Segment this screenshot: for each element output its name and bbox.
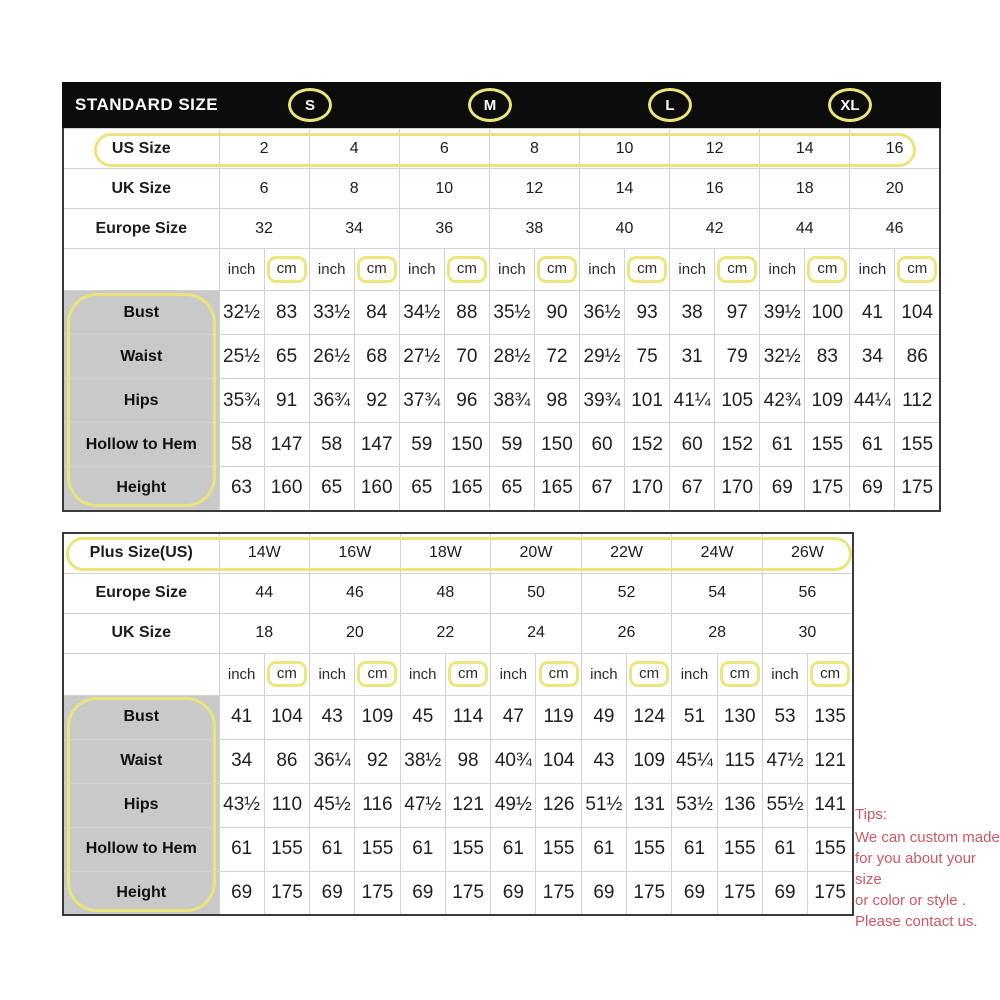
size-value-cell: 40 (580, 209, 670, 249)
size-value-cell: 34 (309, 209, 399, 249)
size-value-cell: 50 (491, 573, 582, 613)
size-value-cell: 18 (219, 613, 310, 653)
measure-value-cell: 26½ (309, 335, 354, 379)
row-label: Waist (63, 335, 219, 379)
measure-value-cell: 98 (534, 379, 579, 423)
size-value-cell: 6 (219, 169, 309, 209)
measure-value-cell: 98 (445, 739, 490, 783)
measure-value-cell: 65 (264, 335, 309, 379)
unit-cm-cell (805, 249, 850, 291)
measure-value-cell: 91 (264, 379, 309, 423)
measure-value-cell: 147 (354, 423, 399, 467)
measure-value-cell: 84 (354, 291, 399, 335)
unit-inch-cell: inch (399, 249, 444, 291)
measure-value-cell: 51 (672, 695, 717, 739)
measure-row (63, 739, 853, 783)
measure-value-cell: 175 (805, 467, 850, 511)
measure-value-cell: 60 (580, 423, 625, 467)
measure-value-cell: 47 (491, 695, 536, 739)
standard-size-table (62, 82, 941, 512)
measure-value-cell: 150 (534, 423, 579, 467)
unit-cm-cell (715, 249, 760, 291)
measure-value-cell: 115 (717, 739, 762, 783)
row-label: Europe Size (63, 209, 219, 249)
size-value-cell: 4 (309, 129, 399, 169)
measure-value-cell: 41 (850, 291, 895, 335)
unit-inch-cell: inch (309, 249, 354, 291)
measure-value-cell: 152 (625, 423, 670, 467)
measure-value-cell: 65 (309, 467, 354, 511)
measure-value-cell: 88 (444, 291, 489, 335)
cm-highlight-box: cm (267, 256, 307, 283)
size-value-cell: 8 (309, 169, 399, 209)
unit-cm-cell (625, 249, 670, 291)
unit-inch-cell: inch (219, 653, 264, 695)
measure-value-cell: 155 (445, 827, 490, 871)
measure-value-cell: 68 (354, 335, 399, 379)
measure-value-cell: 51½ (581, 783, 626, 827)
measure-value-cell: 175 (264, 871, 309, 915)
measure-value-cell: 175 (895, 467, 940, 511)
measure-value-cell: 114 (445, 695, 490, 739)
custom-made-tips (855, 804, 1000, 932)
measure-value-cell: 100 (805, 291, 850, 335)
unit-inch-cell: inch (489, 249, 534, 291)
measure-value-cell: 33½ (309, 291, 354, 335)
size-value-cell: 28 (672, 613, 763, 653)
measure-value-cell: 43 (310, 695, 355, 739)
measure-value-cell: 86 (264, 739, 309, 783)
measure-value-cell: 165 (444, 467, 489, 511)
size-value-cell: 30 (762, 613, 853, 653)
unit-inch-cell: inch (760, 249, 805, 291)
size-value-cell: 26 (581, 613, 672, 653)
measure-value-cell: 35½ (489, 291, 534, 335)
measure-value-cell: 37¾ (399, 379, 444, 423)
size-value-cell: 6 (399, 129, 489, 169)
size-letter-s-circled: S (288, 88, 332, 122)
size-letter-xl-circled: XL (828, 88, 872, 122)
measure-value-cell: 170 (625, 467, 670, 511)
measure-value-cell: 150 (444, 423, 489, 467)
cm-highlight-box: cm (448, 661, 488, 688)
size-value-cell: 46 (310, 573, 401, 613)
measure-value-cell: 45 (400, 695, 445, 739)
row-label: Waist (63, 739, 219, 783)
measure-value-cell: 170 (715, 467, 760, 511)
plus-size-table (62, 532, 854, 916)
measure-value-cell: 40¾ (491, 739, 536, 783)
measure-value-cell: 34½ (399, 291, 444, 335)
measure-value-cell: 109 (627, 739, 672, 783)
size-row (63, 573, 853, 613)
row-label: US Size (63, 129, 219, 169)
size-value-cell: 16 (850, 129, 940, 169)
measure-value-cell: 175 (536, 871, 581, 915)
measure-value-cell: 160 (264, 467, 309, 511)
size-value-cell: 14 (580, 169, 670, 209)
measure-value-cell: 70 (444, 335, 489, 379)
measure-value-cell: 53 (762, 695, 807, 739)
row-label: Bust (63, 695, 219, 739)
size-row (63, 613, 853, 653)
unit-inch-cell: inch (400, 653, 445, 695)
size-value-cell: 8 (489, 129, 579, 169)
measure-value-cell: 67 (580, 467, 625, 511)
measure-value-cell: 65 (489, 467, 534, 511)
unit-cm-cell (354, 249, 399, 291)
measure-value-cell: 69 (672, 871, 717, 915)
measure-value-cell: 39½ (760, 291, 805, 335)
measure-value-cell: 109 (805, 379, 850, 423)
measure-value-cell: 36¼ (310, 739, 355, 783)
measure-value-cell: 104 (895, 291, 940, 335)
size-value-cell: 24W (672, 533, 763, 573)
measure-value-cell: 65 (399, 467, 444, 511)
measure-row (63, 783, 853, 827)
measure-value-cell: 61 (219, 827, 264, 871)
standard-size-grid (62, 128, 941, 512)
measure-value-cell: 43½ (219, 783, 264, 827)
unit-row (63, 653, 853, 695)
measure-value-cell: 121 (445, 783, 490, 827)
measure-value-cell: 45¼ (672, 739, 717, 783)
size-value-cell: 56 (762, 573, 853, 613)
measure-row (63, 827, 853, 871)
size-value-cell: 18 (760, 169, 850, 209)
measure-value-cell: 155 (264, 827, 309, 871)
measure-value-cell: 136 (717, 783, 762, 827)
cm-highlight-box: cm (810, 661, 850, 688)
measure-value-cell: 61 (400, 827, 445, 871)
unit-cm-cell (536, 653, 581, 695)
size-value-cell: 18W (400, 533, 491, 573)
size-value-cell: 22 (400, 613, 491, 653)
measure-value-cell: 69 (850, 467, 895, 511)
measure-value-cell: 47½ (762, 739, 807, 783)
cm-highlight-box: cm (629, 661, 669, 688)
measure-value-cell: 175 (627, 871, 672, 915)
measure-value-cell: 61 (762, 827, 807, 871)
cm-highlight-box: cm (267, 661, 307, 688)
size-letter-l-circled: L (648, 88, 692, 122)
size-value-cell: 26W (762, 533, 853, 573)
measure-value-cell: 38½ (400, 739, 445, 783)
measure-value-cell: 175 (445, 871, 490, 915)
unit-cm-cell (534, 249, 579, 291)
measure-value-cell: 32½ (760, 335, 805, 379)
measure-value-cell: 53½ (672, 783, 717, 827)
standard-size-header-bar (62, 82, 941, 128)
measure-value-cell: 61 (850, 423, 895, 467)
size-letter-m-circled: M (468, 88, 512, 122)
measure-value-cell: 58 (219, 423, 264, 467)
measure-value-cell: 97 (715, 291, 760, 335)
size-value-cell: 2 (219, 129, 309, 169)
cm-highlight-box: cm (447, 256, 487, 283)
row-label: Height (63, 871, 219, 915)
measure-value-cell: 104 (264, 695, 309, 739)
unit-cm-cell (264, 653, 309, 695)
unit-inch-cell: inch (672, 653, 717, 695)
measure-value-cell: 60 (670, 423, 715, 467)
measure-value-cell: 155 (805, 423, 850, 467)
unit-cm-cell (627, 653, 672, 695)
measure-value-cell: 61 (672, 827, 717, 871)
measure-value-cell: 58 (309, 423, 354, 467)
measure-value-cell: 104 (536, 739, 581, 783)
size-value-cell: 48 (400, 573, 491, 613)
measure-value-cell: 93 (625, 291, 670, 335)
measure-value-cell: 49½ (491, 783, 536, 827)
size-value-cell: 38 (489, 209, 579, 249)
measure-value-cell: 130 (717, 695, 762, 739)
cm-highlight-box: cm (720, 661, 760, 688)
measure-value-cell: 126 (536, 783, 581, 827)
size-value-cell: 10 (580, 129, 670, 169)
measure-value-cell: 39¾ (580, 379, 625, 423)
row-label: UK Size (63, 169, 219, 209)
measure-value-cell: 116 (355, 783, 400, 827)
measure-value-cell: 69 (219, 871, 264, 915)
measure-value-cell: 41 (219, 695, 264, 739)
row-label: Plus Size(US) (63, 533, 219, 573)
measure-value-cell: 119 (536, 695, 581, 739)
cm-highlight-box: cm (897, 256, 937, 283)
cm-highlight-box: cm (717, 256, 757, 283)
measure-value-cell: 175 (808, 871, 853, 915)
measure-value-cell: 36¾ (309, 379, 354, 423)
unit-cm-cell (264, 249, 309, 291)
size-value-cell: 22W (581, 533, 672, 573)
size-value-cell: 46 (850, 209, 940, 249)
tips-line: We can custom made (855, 829, 1000, 846)
measure-value-cell: 28½ (489, 335, 534, 379)
measure-value-cell: 59 (399, 423, 444, 467)
measure-value-cell: 42¾ (760, 379, 805, 423)
measure-row (63, 467, 940, 511)
size-value-cell: 10 (399, 169, 489, 209)
measure-value-cell: 32½ (219, 291, 264, 335)
measure-value-cell: 69 (581, 871, 626, 915)
unit-inch-cell: inch (850, 249, 895, 291)
measure-value-cell: 110 (264, 783, 309, 827)
measure-value-cell: 155 (355, 827, 400, 871)
measure-value-cell: 63 (219, 467, 264, 511)
tips-title: Tips: (855, 806, 887, 823)
measure-value-cell: 35¾ (219, 379, 264, 423)
size-row (63, 209, 940, 249)
measure-value-cell: 160 (354, 467, 399, 511)
measure-value-cell: 41¼ (670, 379, 715, 423)
measure-value-cell: 75 (625, 335, 670, 379)
size-value-cell: 14 (760, 129, 850, 169)
measure-value-cell: 105 (715, 379, 760, 423)
measure-value-cell: 109 (355, 695, 400, 739)
measure-value-cell: 147 (264, 423, 309, 467)
measure-value-cell: 55½ (762, 783, 807, 827)
size-value-cell: 44 (760, 209, 850, 249)
measure-value-cell: 135 (808, 695, 853, 739)
tips-line: Please contact us. (855, 913, 978, 930)
cm-highlight-box: cm (357, 661, 397, 688)
measure-value-cell: 72 (534, 335, 579, 379)
measure-value-cell: 61 (760, 423, 805, 467)
size-value-cell: 12 (489, 169, 579, 209)
unit-row (63, 249, 940, 291)
unit-inch-cell: inch (580, 249, 625, 291)
size-value-cell: 20W (491, 533, 582, 573)
unit-cm-cell (717, 653, 762, 695)
cm-highlight-box: cm (357, 256, 397, 283)
unit-inch-cell: inch (670, 249, 715, 291)
measure-value-cell: 83 (264, 291, 309, 335)
measure-row (63, 335, 940, 379)
measure-value-cell: 61 (310, 827, 355, 871)
measure-value-cell: 25½ (219, 335, 264, 379)
unit-cm-cell (355, 653, 400, 695)
unit-inch-cell: inch (219, 249, 264, 291)
measure-value-cell: 34 (219, 739, 264, 783)
measure-value-cell: 96 (444, 379, 489, 423)
measure-value-cell: 155 (895, 423, 940, 467)
size-row (63, 533, 853, 573)
unit-cm-cell (445, 653, 490, 695)
measure-value-cell: 131 (627, 783, 672, 827)
measure-value-cell: 175 (355, 871, 400, 915)
measure-value-cell: 165 (534, 467, 579, 511)
measure-value-cell: 47½ (400, 783, 445, 827)
row-label: Hips (63, 783, 219, 827)
measure-value-cell: 69 (310, 871, 355, 915)
measure-value-cell: 61 (491, 827, 536, 871)
size-value-cell: 20 (310, 613, 401, 653)
measure-value-cell: 92 (354, 379, 399, 423)
measure-value-cell: 121 (808, 739, 853, 783)
measure-value-cell: 175 (717, 871, 762, 915)
row-label: Bust (63, 291, 219, 335)
measure-value-cell: 69 (400, 871, 445, 915)
measure-row (63, 379, 940, 423)
measure-value-cell: 101 (625, 379, 670, 423)
measure-value-cell: 49 (581, 695, 626, 739)
cm-highlight-box: cm (627, 256, 667, 283)
measure-row (63, 871, 853, 915)
size-value-cell: 54 (672, 573, 763, 613)
size-value-cell: 16W (310, 533, 401, 573)
measure-value-cell: 38¾ (489, 379, 534, 423)
row-label: UK Size (63, 613, 219, 653)
row-label-empty (63, 249, 219, 291)
measure-value-cell: 67 (670, 467, 715, 511)
measure-value-cell: 29½ (580, 335, 625, 379)
unit-inch-cell: inch (762, 653, 807, 695)
size-value-cell: 14W (219, 533, 310, 573)
measure-value-cell: 61 (581, 827, 626, 871)
measure-value-cell: 45½ (310, 783, 355, 827)
size-value-cell: 36 (399, 209, 489, 249)
measure-value-cell: 155 (536, 827, 581, 871)
size-value-cell: 44 (219, 573, 310, 613)
measure-value-cell: 34 (850, 335, 895, 379)
row-label: Hollow to Hem (63, 423, 219, 467)
unit-inch-cell: inch (581, 653, 626, 695)
size-value-cell: 32 (219, 209, 309, 249)
unit-cm-cell (444, 249, 489, 291)
measure-value-cell: 112 (895, 379, 940, 423)
measure-value-cell: 59 (489, 423, 534, 467)
size-value-cell: 16 (670, 169, 760, 209)
measure-value-cell: 69 (762, 871, 807, 915)
measure-value-cell: 155 (808, 827, 853, 871)
measure-value-cell: 92 (355, 739, 400, 783)
row-label-empty (63, 653, 219, 695)
measure-value-cell: 38 (670, 291, 715, 335)
unit-cm-cell (808, 653, 853, 695)
unit-inch-cell: inch (310, 653, 355, 695)
size-value-cell: 20 (850, 169, 940, 209)
measure-row (63, 423, 940, 467)
size-row (63, 169, 940, 209)
measure-value-cell: 44¼ (850, 379, 895, 423)
measure-value-cell: 124 (627, 695, 672, 739)
unit-inch-cell: inch (491, 653, 536, 695)
measure-value-cell: 27½ (399, 335, 444, 379)
row-label: Hollow to Hem (63, 827, 219, 871)
unit-cm-cell (895, 249, 940, 291)
measure-value-cell: 152 (715, 423, 760, 467)
measure-value-cell: 155 (627, 827, 672, 871)
measure-value-cell: 31 (670, 335, 715, 379)
measure-row (63, 291, 940, 335)
measure-value-cell: 36½ (580, 291, 625, 335)
size-value-cell: 42 (670, 209, 760, 249)
measure-value-cell: 86 (895, 335, 940, 379)
measure-value-cell: 43 (581, 739, 626, 783)
measure-value-cell: 155 (717, 827, 762, 871)
cm-highlight-box: cm (539, 661, 579, 688)
row-label: Hips (63, 379, 219, 423)
measure-value-cell: 69 (760, 467, 805, 511)
tips-line: or color or style . (855, 892, 966, 909)
size-value-cell: 24 (491, 613, 582, 653)
cm-highlight-box: cm (807, 256, 847, 283)
standard-size-title: STANDARD SIZE (75, 95, 219, 114)
size-value-cell: 52 (581, 573, 672, 613)
measure-value-cell: 83 (805, 335, 850, 379)
size-row (63, 129, 940, 169)
plus-size-grid (62, 532, 854, 916)
tips-line: for you about your size (855, 850, 976, 888)
measure-value-cell: 141 (808, 783, 853, 827)
measure-value-cell: 69 (491, 871, 536, 915)
row-label: Height (63, 467, 219, 511)
row-label: Europe Size (63, 573, 219, 613)
size-value-cell: 12 (670, 129, 760, 169)
measure-row (63, 695, 853, 739)
cm-highlight-box: cm (537, 256, 577, 283)
measure-value-cell: 79 (715, 335, 760, 379)
measure-value-cell: 90 (534, 291, 579, 335)
